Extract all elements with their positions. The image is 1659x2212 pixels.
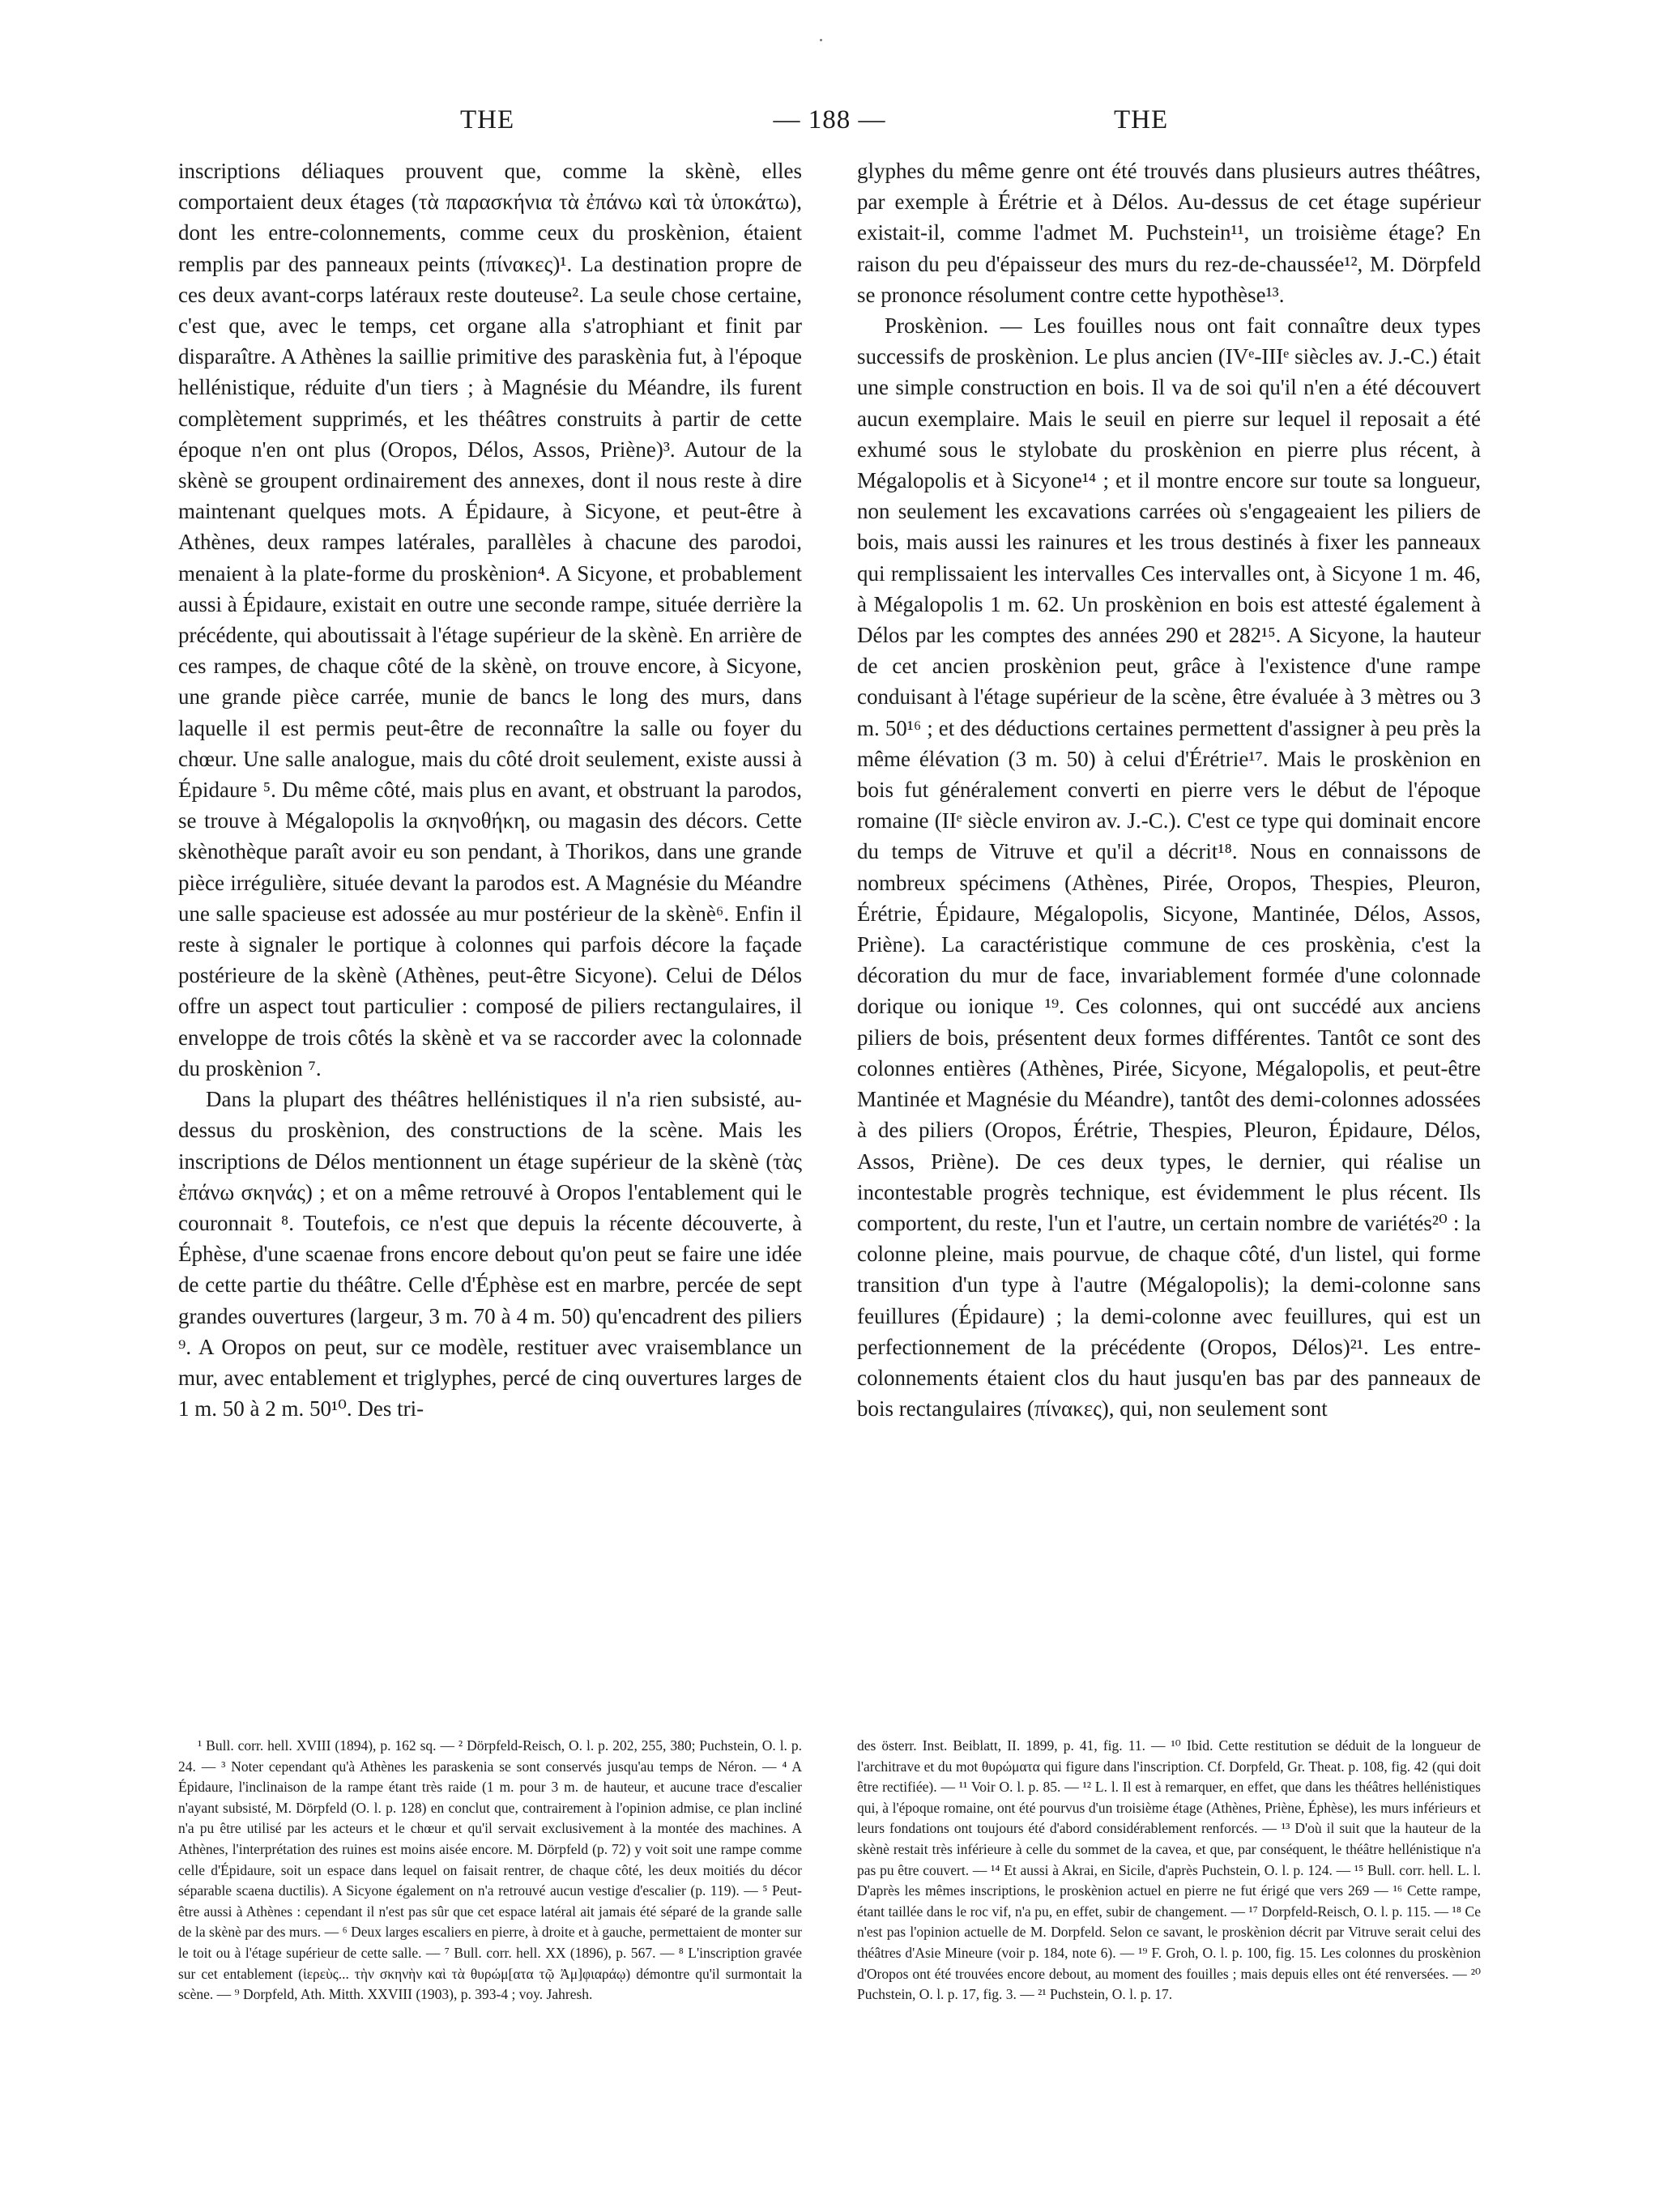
page-speck [820,39,822,41]
left-column [178,156,802,1424]
footnotes-left [178,1736,802,2005]
right-paragraph-2: Proskènion. — Les fouilles nous ont fait connaître deux types successifs de proskènion. Le plus ancien (IVᵉ-IIIᵉ siècles av. J.-C.) était une simple construction en bois. Il va de soi qu'il n'en a été découvert aucun exemplaire. Mais le seuil en pierre sur lequel il reposait a été exhumé sous le stylobate du proskènion en pierre plus récent, à Mégalopolis et à Sicyone¹⁴ ; et il montre encore sur toute sa longueur, non seulement les excavations carrées où s'engageaient les piliers de bois, mais aussi les rainures et les trous destinés à fixer les panneaux qui remplissaient les intervalles Ces intervalles ont, à Sicyone 1 m. 46, à Mégalopolis 1 m. 62. Un proskènion en bois est attesté également à Délos par les comptes des années 290 et 282¹⁵. A Sicyone, la hauteur de cet ancien proskènion peut, grâce à l'existence d'une rampe conduisant à l'étage supérieur de la scène, être évaluée à 3 mètres ou 3 m. 50¹⁶ ; et des déductions certaines permettent d'assigner à peu près la même élévation (3 m. 50) à celui d'Érétrie¹⁷. Mais le proskènion en bois fut généralement converti en pierre vers le début de l'époque romaine (IIᵉ siècle environ av. J.-C.). C'est ce type qui dominait encore du temps de Vitruve et qu'il a décrit¹⁸. Nous en connaissons de nombreux spécimens (Athènes, Pirée, Oropos, Thespies, Pleuron, Érétrie, Épidaure, Mégalopolis, Sicyone, Mantinée, Délos, Assos, Priène). La caractéristique commune de ces proskènia, c'est la décoration du mur de face, invariablement formée d'une colonnade dorique ou ionique ¹⁹. Ces colonnes, qui ont succédé aux anciens piliers de bois, présentent deux formes différentes. Tantôt ce sont des colonnes entières (Athènes, Pirée, Sicyone, Mégalopolis, et peut-être Mantinée et Magnésie du Méandre), tantôt des demi-colonnes adossées à des piliers (Oropos, Érétrie, Thespies, Pleuron, Épidaure, Délos, Assos, Priène). De ces deux types, le dernier, qui réalise un incontestable progrès technique, est évidemment le plus récent. Ils comportent, du reste, l'un et l'autre, un certain nombre de variétés²⁰ : la colonne pleine, mais pourvue, de chaque côté, d'un listel, qui forme transition d'un type à l'autre (Mégalopolis); la demi-colonne sans feuillures (Épidaure) ; la demi-colonne avec feuillures, qui est un perfectionnement de la précédente (Oropos, Délos)²¹. Les entre-colonnements étaient clos du haut jusqu'en bas par des panneaux de bois rectangulaires (πίνακες), qui, non seulement sont [857,313,1482,1421]
left-paragraph-2: Dans la plupart des théâtres hellénistiques il n'a rien subsisté, au-dessus du proskènion, des constructions de la scène. Mais les inscriptions de Délos mentionnent un étage supérieur de la skènè (τὰς ἐπάνω σκηνάς) ; et on a même retrouvé à Oropos l'entablement qui le couronnait ⁸. Toutefois, ce n'est que depuis la récente découverte, à Éphèse, d'une scaenae frons encore debout qu'on peut se faire une idée de cette partie du théâtre. Celle d'Éphèse est en marbre, percée de sept grandes ouvertures (largeur, 3 m. 70 à 4 m. 50) qu'encadrent des piliers ⁹. A Oropos on peut, sur ce modèle, restituer avec vraisemblance un mur, avec entablement et triglyphes, percé de cinq ouvertures larges de 1 m. 50 à 2 m. 50¹⁰. Des tri- [178,1087,802,1421]
header-right-title: THE [1114,105,1169,134]
right-paragraph-1: glyphes du même genre ont été trouvés dans plusieurs autres théâtres, par exemple à Érétrie et à Délos. Au-dessus de cet étage supérieur existait-il, comme l'admet M. Puchstein¹¹, un troisième étage? En raison du peu d'épaisseur des murs du rez-de-chaussée¹², M. Dörpfeld se prononce résolument contre cette hypothèse¹³. [857,159,1481,307]
page [178,105,1482,2003]
running-header [178,105,1481,154]
footnotes-right [857,1736,1481,2005]
footnotes-left-text: ¹ Bull. corr. hell. XVIII (1894), p. 162 sq. — ² Dörpfeld-Reisch, O. l. p. 202, 255, 380; Puchstein, O. l. p. 24. — ³ Noter cependant qu'à Athènes les paraskenia se sont conservés jusqu'au temps de Néron. — ⁴ A Épidaure, l'inclinaison de la rampe étant très raide (1 m. pour 3 m. de hauteur, et aucune trace d'escalier n'ayant subsisté, M. Dörpfeld (O. l. p. 128) en conclut que, contrairement à l'opinion admise, ce plan incliné n'a pu être utilisé par les acteurs et le chœur et qu'il servait exclusivement à la montée des machines. A Athènes, l'interprétation des ruines est moins aisée encore. M. Dörpfeld (p. 72) y voit soit une rampe comme celle d'Épidaure, soit un espace dans lequel on faisait rentrer, de chaque côté, les deux moitiés du décor séparable scaena ductilis). A Sicyone également on n'a retrouvé aucun vestige d'escalier (p. 119). — ⁵ Peut-être aussi à Athènes : cependant il n'est pas sûr que cet espace latéral ait jamais été séparé de la grande salle de la skènè par des murs. — ⁶ Deux larges escaliers en pierre, à droite et à gauche, permettaient de monter sur le toit ou à l'étage supérieur de cette salle. — ⁷ Bull. corr. hell. XX (1896), p. 567. — ⁸ L'inscription gravée sur cet entablement (ἱερεὺς... τὴν σκηνὴν καὶ τὰ θυρώμ[ατα τῷ Ἀμ]φιαράῳ) démontre qu'il surmontait la scène. — ⁹ Dorpfeld, Ath. Mitth. XXVIII (1903), p. 393-4 ; voy. Jahresh. [178,1737,802,2003]
left-paragraph-1: inscriptions déliaques prouvent que, comme la skènè, elles comportaient deux étages (τὰ παρασκήνια τὰ ἐπάνω καὶ τὰ ὑποκάτω), dont les entre-colonnements, comme ceux du proskènion, étaient remplis par des panneaux peints (πίνακες)¹. La destination propre de ces deux avant-corps latéraux reste douteuse². La seule chose certaine, c'est que, avec le temps, cet organe alla s'atrophiant et finit par disparaître. A Athènes la saillie primitive des paraskènia fut, à l'époque hellénistique, réduite d'un tiers ; à Magnésie du Méandre, ils furent complètement supprimés, et les théâtres construits à partir de cette époque n'en ont plus (Oropos, Délos, Assos, Priène)³. Autour de la skènè se groupent ordinairement des annexes, dont il nous reste à dire maintenant quelques mots. A Épidaure, à Sicyone, et peut-être à Athènes, deux rampes latérales, parallèles à chacune des parodoi, menaient à la plate-forme du proskènion⁴. A Sicyone, et probablement aussi à Épidaure, existait en outre une seconde rampe, située derrière la précédente, qui aboutissait à l'étage supérieur de la skènè. En arrière de ces rampes, de chaque côté de la skènè, on trouve encore, à Sicyone, une grande pièce carrée, munie de bancs le long des murs, dans laquelle il est permis peut-être de reconnaître la salle ou foyer du chœur. Une salle analogue, mais du côté droit seulement, existe aussi à Épidaure ⁵. Du même côté, mais plus en avant, et obstruant la parodos, se trouve à Mégalopolis la σκηνοθήκη, ou magasin des décors. Cette skènothèque paraît avoir eu son pendant, à Thorikos, dans une grande pièce irrégulière, située devant la parodos est. A Magnésie du Méandre une salle spacieuse est adossée au mur postérieur de la skènè⁶. Enfin il reste à signaler le portique à colonnes qui parfois décore la façade postérieure de la skènè (Athènes, peut-être Sicyone). Celui de Délos offre un aspect tout particulier : composé de piliers rectangulaires, il enveloppe de trois côtés la skènè et va se raccorder avec la colonnade du proskènion ⁷. [178,159,802,1080]
right-column [857,156,1481,1424]
footnotes-right-text: des österr. Inst. Beiblatt, II. 1899, p. 41, fig. 11. — ¹⁰ Ibid. Cette restitution se déduit de la longueur de l'architrave et du mot θυρώματα qui figure dans l'inscription. Cf. Dorpfeld, Gr. Theat. p. 108, fig. 42 (qui doit être rectifiée). — ¹¹ Voir O. l. p. 85. — ¹² L. l. Il est à remarquer, en effet, que dans les théâtres hellénistiques qui, à l'époque romaine, ont été pourvus d'un troisième étage (Athènes, Priène, Éphèse), les murs inférieurs et leurs fondations ont toujours été d'abord considérablement renforcés. — ¹³ D'où il suit que la hauteur de la skènè restait très inférieure à celle du sommet de la cavea, et que, par conséquent, le théâtre hellénistique n'a pas pu être couvert. — ¹⁴ Et aussi à Akrai, en Sicile, d'après Puchstein, O. l. p. 124. — ¹⁵ Bull. corr. hell. L. l. D'après les mêmes inscriptions, le proskènion actuel en pierre ne fut érigé que vers 269 — ¹⁶ Cette rampe, étant taillée dans le roc vif, n'a pu, en effet, subir de changement. — ¹⁷ Dorpfeld-Reisch, O. l. p. 115. — ¹⁸ Ce n'est pas l'opinion actuelle de M. Dorpfeld. Selon ce savant, le proskènion décrit par Vitruve serait celui des théâtres d'Asie Mineure (voir p. 184, note 6). — ¹⁹ F. Groh, O. l. p. 100, fig. 15. Les colonnes du proskènion d'Oropos ont été trouvées encore debout, au moment des fouilles ; mais depuis elles ont été renversées. — ²⁰ Puchstein, O. l. p. 17, fig. 3. — ²¹ Puchstein, O. l. p. 17. [857,1737,1481,2003]
page-number: — 188 — [773,105,886,134]
header-left-title: THE [460,105,515,134]
